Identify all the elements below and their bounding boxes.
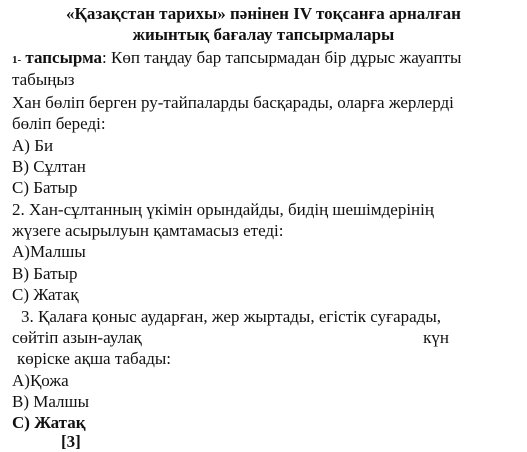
question-3-line-2 — [12, 328, 515, 348]
document-title-line-2: жиынтық бағалау тапсырмалары — [132, 25, 395, 44]
question-3-line-1: 3. Қалаға қоныс аударған, жер жыртады, егістік суғарады, — [21, 307, 441, 326]
question-3-option-a: A)Қожа — [12, 371, 69, 390]
question-1-option-b: B) Сұлтан — [12, 157, 86, 176]
question-1-line-1: Хан бөліп берген ру-тайпаларды басқарады, оларға жерлерді — [12, 93, 454, 112]
question-3-line-3: көріске ақша табады: — [17, 349, 172, 368]
question-2-option-c: C) Жатақ — [12, 285, 79, 304]
question-2-line-1: 2. Хан-сұлтанның үкімін орындайды, бидің шешімдерінің — [12, 200, 434, 219]
question-1-option-a: A) Би — [12, 136, 54, 155]
task-label: тапсырма — [25, 48, 103, 67]
task-heading — [12, 48, 461, 70]
question-3-line-2-left: сөйтіп азын-аулақ — [12, 328, 142, 347]
task-number: 1- — [12, 54, 22, 66]
question-2-option-a: A)Малшы — [12, 242, 86, 261]
question-2-line-2: жүзеге асырылуын қамтамасыз етеді: — [12, 221, 284, 240]
question-3-line-2-right: күн — [423, 328, 449, 347]
question-3-option-c: C) Жатақ — [12, 413, 86, 432]
question-2-option-b: B) Батыр — [12, 264, 78, 283]
question-1-option-c: C) Батыр — [12, 178, 78, 197]
question-1-line-2: бөліп береді: — [12, 114, 106, 133]
document-title-line-1: «Қазақстан тарихы» пәнінен IV тоқсанға арналған — [66, 4, 461, 23]
score-mark: [3] — [61, 432, 81, 451]
task-instruction-continued: табыңыз — [12, 70, 75, 89]
task-instruction: : Көп таңдау бар тапсырмадан бір дұрыс жауапты — [102, 48, 462, 67]
question-3-option-b: B) Малшы — [12, 392, 90, 411]
